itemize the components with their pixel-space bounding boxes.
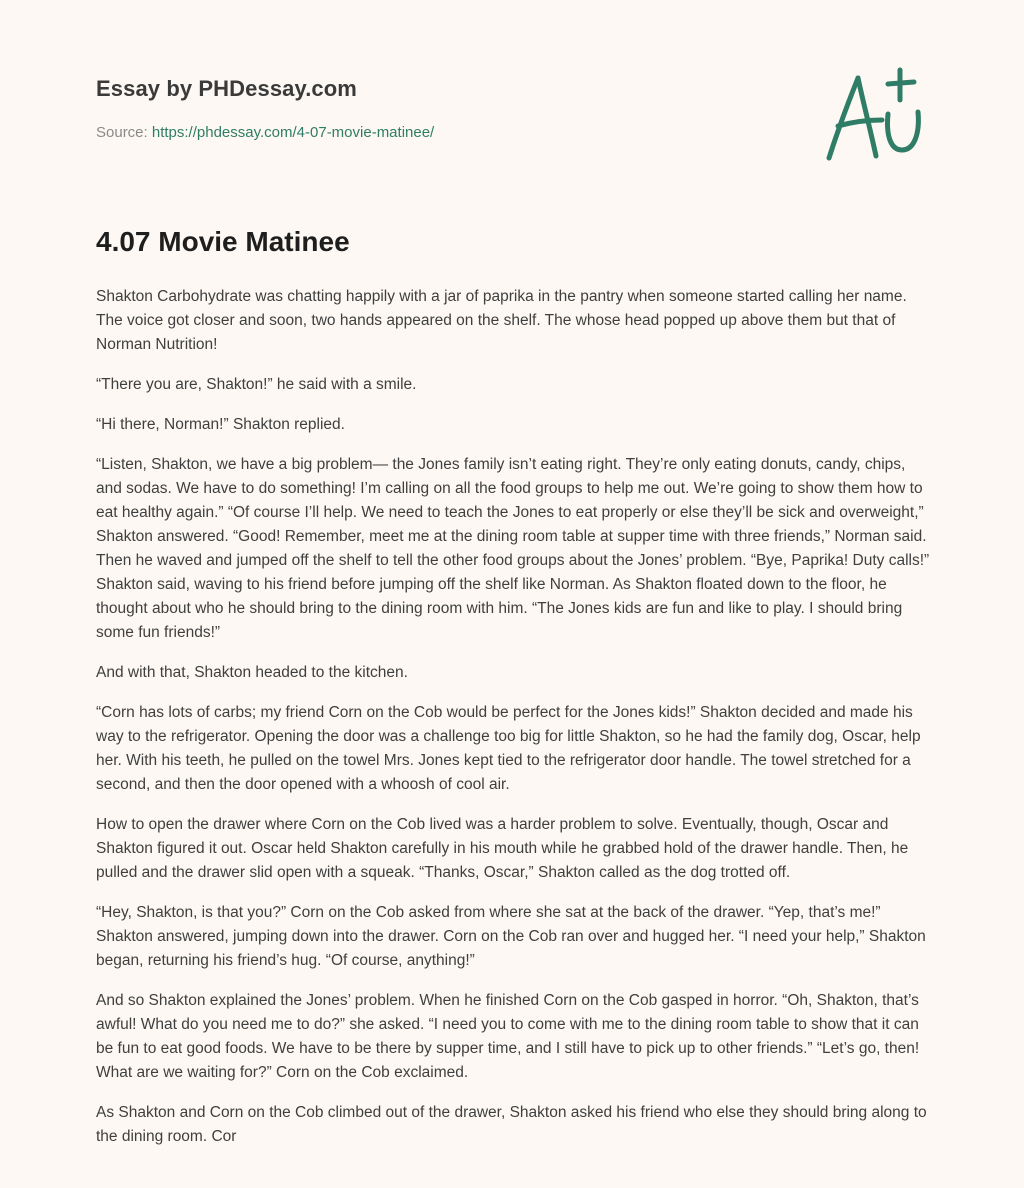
source-label: Source: [96,124,148,141]
source-line [96,124,434,141]
essay-paragraph: And with that, Shakton headed to the kitchen. [96,664,408,681]
essay-paragraph: “Corn has lots of carbs; my friend Corn on the Cob would be perfect for the Jones kids!” Shakton decided and made his way to the refrigerator. Opening the door was a challenge too big for little Shakton, so he had the family dog, Oscar, help her. With his teeth, he pulled on the towel Mrs. Jones kept tied to the refrigerator door handle. The towel stretched for a second, and then the door opened with a whoosh of cool air. [96,704,921,793]
essay-paragraph: “There you are, Shakton!” he said with a smile. [96,376,417,393]
essay-paragraph: “Hi there, Norman!” Shakton replied. [96,416,345,433]
essay-paragraph: How to open the drawer where Corn on the Cob lived was a harder problem to solve. Eventually, though, Oscar and Shakton figured it out. Oscar held Shakton carefully in his mouth while he grabbed hold of the drawer handle. Then, he pulled and the drawer slid open with a squeak. “Thanks, Oscar,” Shakton called as the dog trotted off. [96,816,909,881]
a-plus-logo-icon [820,66,930,166]
essay-paragraph: As Shakton and Corn on the Cob climbed out of the drawer, Shakton asked his friend who else they should bring along to the dining room. Cor [96,1104,927,1145]
essay-body [96,285,932,1165]
essay-paragraph: “Hey, Shakton, is that you?” Corn on the Cob asked from where she sat at the back of the drawer. “Yep, that’s me!” Shakton answered, jumping down into the drawer. Corn on the Cob ran over and hugged her. “I need your help,” Shakton began, returning his friend’s hug. “Of course, anything!” [96,904,926,969]
essay-paragraph: Shakton Carbohydrate was chatting happily with a jar of paprika in the pantry when someone started calling her name. The voice got closer and soon, two hands appeared on the shelf. The whose head popped up above them but that of Norman Nutrition! [96,288,907,353]
essay-paragraph: And so Shakton explained the Jones’ problem. When he finished Corn on the Cob gasped in horror. “Oh, Shakton, that’s awful! What do you need me to do?” she asked. “I need you to come with me to the dining room table to show that it can be fun to eat good foods. We have to be there by supper time, and I still have to pick up to other friends.” “Let’s go, then! What are we waiting for?” Corn on the Cob exclaimed. [96,992,920,1081]
essay-paragraph: “Listen, Shakton, we have a big problem— the Jones family isn’t eating right. They’re only eating donuts, candy, chips, and sodas. We have to do something! I’m calling on all the food groups to help me out. We’re going to show them how to eat healthy again.” “Of course I’ll help. We need to teach the Jones to eat properly or else they’ll be sick and overweight,” Shakton answered. “Good! Remember, meet me at the dining room table at supper time with three friends,” Norman said. Then he waved and jumped off the shelf to tell the other food groups about the Jones’ problem. “Bye, Paprika! Duty calls!” Shakton said, waving to his friend before jumping off the shelf like Norman. As Shakton floated down to the floor, he thought about who he should bring to the dining room with him. “The Jones kids are fun and like to play. I should bring some fun friends!” [96,456,930,641]
essay-title: 4.07 Movie Matinee [96,226,350,257]
source-link[interactable]: https://phdessay.com/4-07-movie-matinee/ [151,124,435,141]
site-title: Essay by PHDessay.com [96,76,357,101]
